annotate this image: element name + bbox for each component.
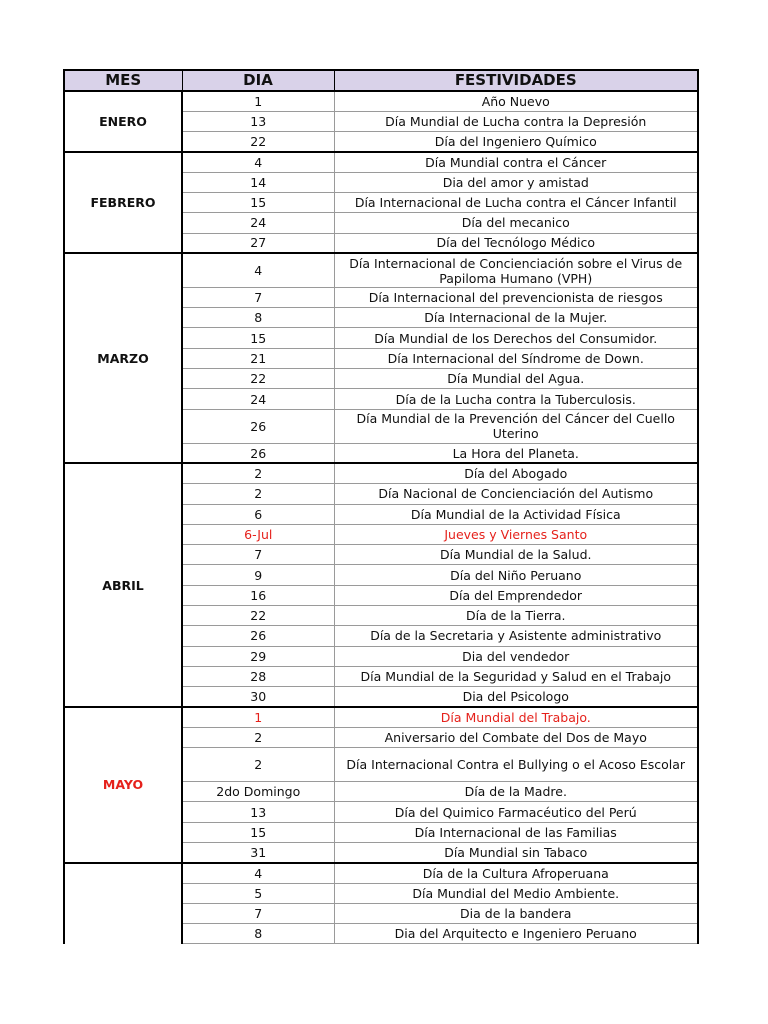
table-row xyxy=(64,707,698,727)
festivity-cell: Día Internacional de Concienciación sobre el Virus de Papiloma Humano (VPH) xyxy=(334,253,698,287)
day-cell: 5 xyxy=(182,883,334,903)
festivity-cell: Día del Tecnólogo Médico xyxy=(334,233,698,253)
table-row xyxy=(64,463,698,483)
festivity-cell: Día del Niño Peruano xyxy=(334,565,698,585)
day-cell: 15 xyxy=(182,328,334,348)
festivity-cell: Día Internacional de la Mujer. xyxy=(334,308,698,328)
day-cell: 22 xyxy=(182,369,334,389)
table-row xyxy=(64,253,698,287)
day-cell: 13 xyxy=(182,111,334,131)
festivity-cell: Día Internacional del prevencionista de riesgos xyxy=(334,287,698,307)
table-row xyxy=(64,863,698,883)
month-cell xyxy=(64,863,182,944)
day-cell: 26 xyxy=(182,626,334,646)
day-cell: 1 xyxy=(182,707,334,727)
day-cell: 14 xyxy=(182,172,334,192)
day-cell: 15 xyxy=(182,822,334,842)
day-cell: 26 xyxy=(182,443,334,463)
festivity-cell: Día Nacional de Concienciación del Autismo xyxy=(334,484,698,504)
day-cell: 16 xyxy=(182,585,334,605)
festivity-cell: Dia del amor y amistad xyxy=(334,172,698,192)
festivity-cell: Día Mundial del Trabajo. xyxy=(334,707,698,727)
day-cell: 1 xyxy=(182,91,334,111)
festivity-cell: Día Mundial del Agua. xyxy=(334,369,698,389)
festivity-cell: Día Mundial contra el Cáncer xyxy=(334,152,698,172)
festivity-cell: La Hora del Planeta. xyxy=(334,443,698,463)
day-cell: 22 xyxy=(182,606,334,626)
festivity-cell: Día del mecanico xyxy=(334,213,698,233)
festivity-cell: Día Mundial de la Prevención del Cáncer del Cuello Uterino xyxy=(334,409,698,443)
festivity-cell: Día Internacional de Lucha contra el Cáncer Infantil xyxy=(334,192,698,212)
day-cell: 8 xyxy=(182,308,334,328)
day-cell: 4 xyxy=(182,863,334,883)
festivity-cell: Día Internacional Contra el Bullying o el Acoso Escolar xyxy=(334,748,698,782)
day-cell: 2 xyxy=(182,748,334,782)
day-cell: 2 xyxy=(182,463,334,483)
festivity-cell: Día de la Madre. xyxy=(334,782,698,802)
header-mes: MES xyxy=(64,70,182,91)
festivity-cell: Día del Abogado xyxy=(334,463,698,483)
festivity-cell: Día de la Cultura Afroperuana xyxy=(334,863,698,883)
table-row xyxy=(64,91,698,111)
month-cell: ENERO xyxy=(64,91,182,152)
day-cell: 21 xyxy=(182,348,334,368)
festivity-cell: Día de la Tierra. xyxy=(334,606,698,626)
festivity-cell: Día Mundial sin Tabaco xyxy=(334,843,698,863)
day-cell: 4 xyxy=(182,253,334,287)
month-group xyxy=(64,152,698,253)
festividades-sheet xyxy=(63,69,699,944)
festivity-cell: Día del Quimico Farmacéutico del Perú xyxy=(334,802,698,822)
day-cell: 24 xyxy=(182,389,334,409)
day-cell: 2 xyxy=(182,727,334,747)
day-cell: 26 xyxy=(182,409,334,443)
festivity-cell: Día de la Lucha contra la Tuberculosis. xyxy=(334,389,698,409)
day-cell: 22 xyxy=(182,132,334,152)
festivity-cell: Año Nuevo xyxy=(334,91,698,111)
festivity-cell: Día Mundial de los Derechos del Consumidor. xyxy=(334,328,698,348)
month-group xyxy=(64,863,698,944)
festividades-table xyxy=(63,69,699,944)
day-cell: 2do Domingo xyxy=(182,782,334,802)
table-row xyxy=(64,152,698,172)
day-cell: 15 xyxy=(182,192,334,212)
day-cell: 9 xyxy=(182,565,334,585)
festivity-cell: Dia del Arquitecto e Ingeniero Peruano xyxy=(334,924,698,944)
month-group xyxy=(64,253,698,463)
day-cell: 30 xyxy=(182,687,334,707)
festivity-cell: Día Internacional del Síndrome de Down. xyxy=(334,348,698,368)
festivity-cell: Dia del vendedor xyxy=(334,646,698,666)
festivity-cell: Día Internacional de las Familias xyxy=(334,822,698,842)
header-festividades: FESTIVIDADES xyxy=(334,70,698,91)
festivity-cell: Día Mundial de Lucha contra la Depresión xyxy=(334,111,698,131)
day-cell: 27 xyxy=(182,233,334,253)
festivity-cell: Dia del Psicologo xyxy=(334,687,698,707)
month-group xyxy=(64,91,698,152)
header-dia: DIA xyxy=(182,70,334,91)
day-cell: 7 xyxy=(182,545,334,565)
day-cell: 7 xyxy=(182,903,334,923)
day-cell: 8 xyxy=(182,924,334,944)
day-cell: 6 xyxy=(182,504,334,524)
festivity-cell: Aniversario del Combate del Dos de Mayo xyxy=(334,727,698,747)
day-cell: 24 xyxy=(182,213,334,233)
day-cell: 28 xyxy=(182,666,334,686)
festivity-cell: Día Mundial de la Seguridad y Salud en el Trabajo xyxy=(334,666,698,686)
header-row xyxy=(64,70,698,91)
day-cell: 2 xyxy=(182,484,334,504)
month-cell: ABRIL xyxy=(64,463,182,707)
festivity-cell: Día del Ingeniero Químico xyxy=(334,132,698,152)
festivity-cell: Dia de la bandera xyxy=(334,903,698,923)
month-group xyxy=(64,707,698,863)
festivity-cell: Día Mundial del Medio Ambiente. xyxy=(334,883,698,903)
month-cell: MAYO xyxy=(64,707,182,863)
festivity-cell: Día Mundial de la Actividad Física xyxy=(334,504,698,524)
festivity-cell: Día de la Secretaria y Asistente administrativo xyxy=(334,626,698,646)
month-cell: MARZO xyxy=(64,253,182,463)
day-cell: 6-Jul xyxy=(182,524,334,544)
day-cell: 7 xyxy=(182,287,334,307)
day-cell: 31 xyxy=(182,843,334,863)
festivity-cell: Jueves y Viernes Santo xyxy=(334,524,698,544)
month-group xyxy=(64,463,698,707)
festivity-cell: Día del Emprendedor xyxy=(334,585,698,605)
festivity-cell: Día Mundial de la Salud. xyxy=(334,545,698,565)
day-cell: 13 xyxy=(182,802,334,822)
day-cell: 29 xyxy=(182,646,334,666)
day-cell: 4 xyxy=(182,152,334,172)
month-cell: FEBRERO xyxy=(64,152,182,253)
